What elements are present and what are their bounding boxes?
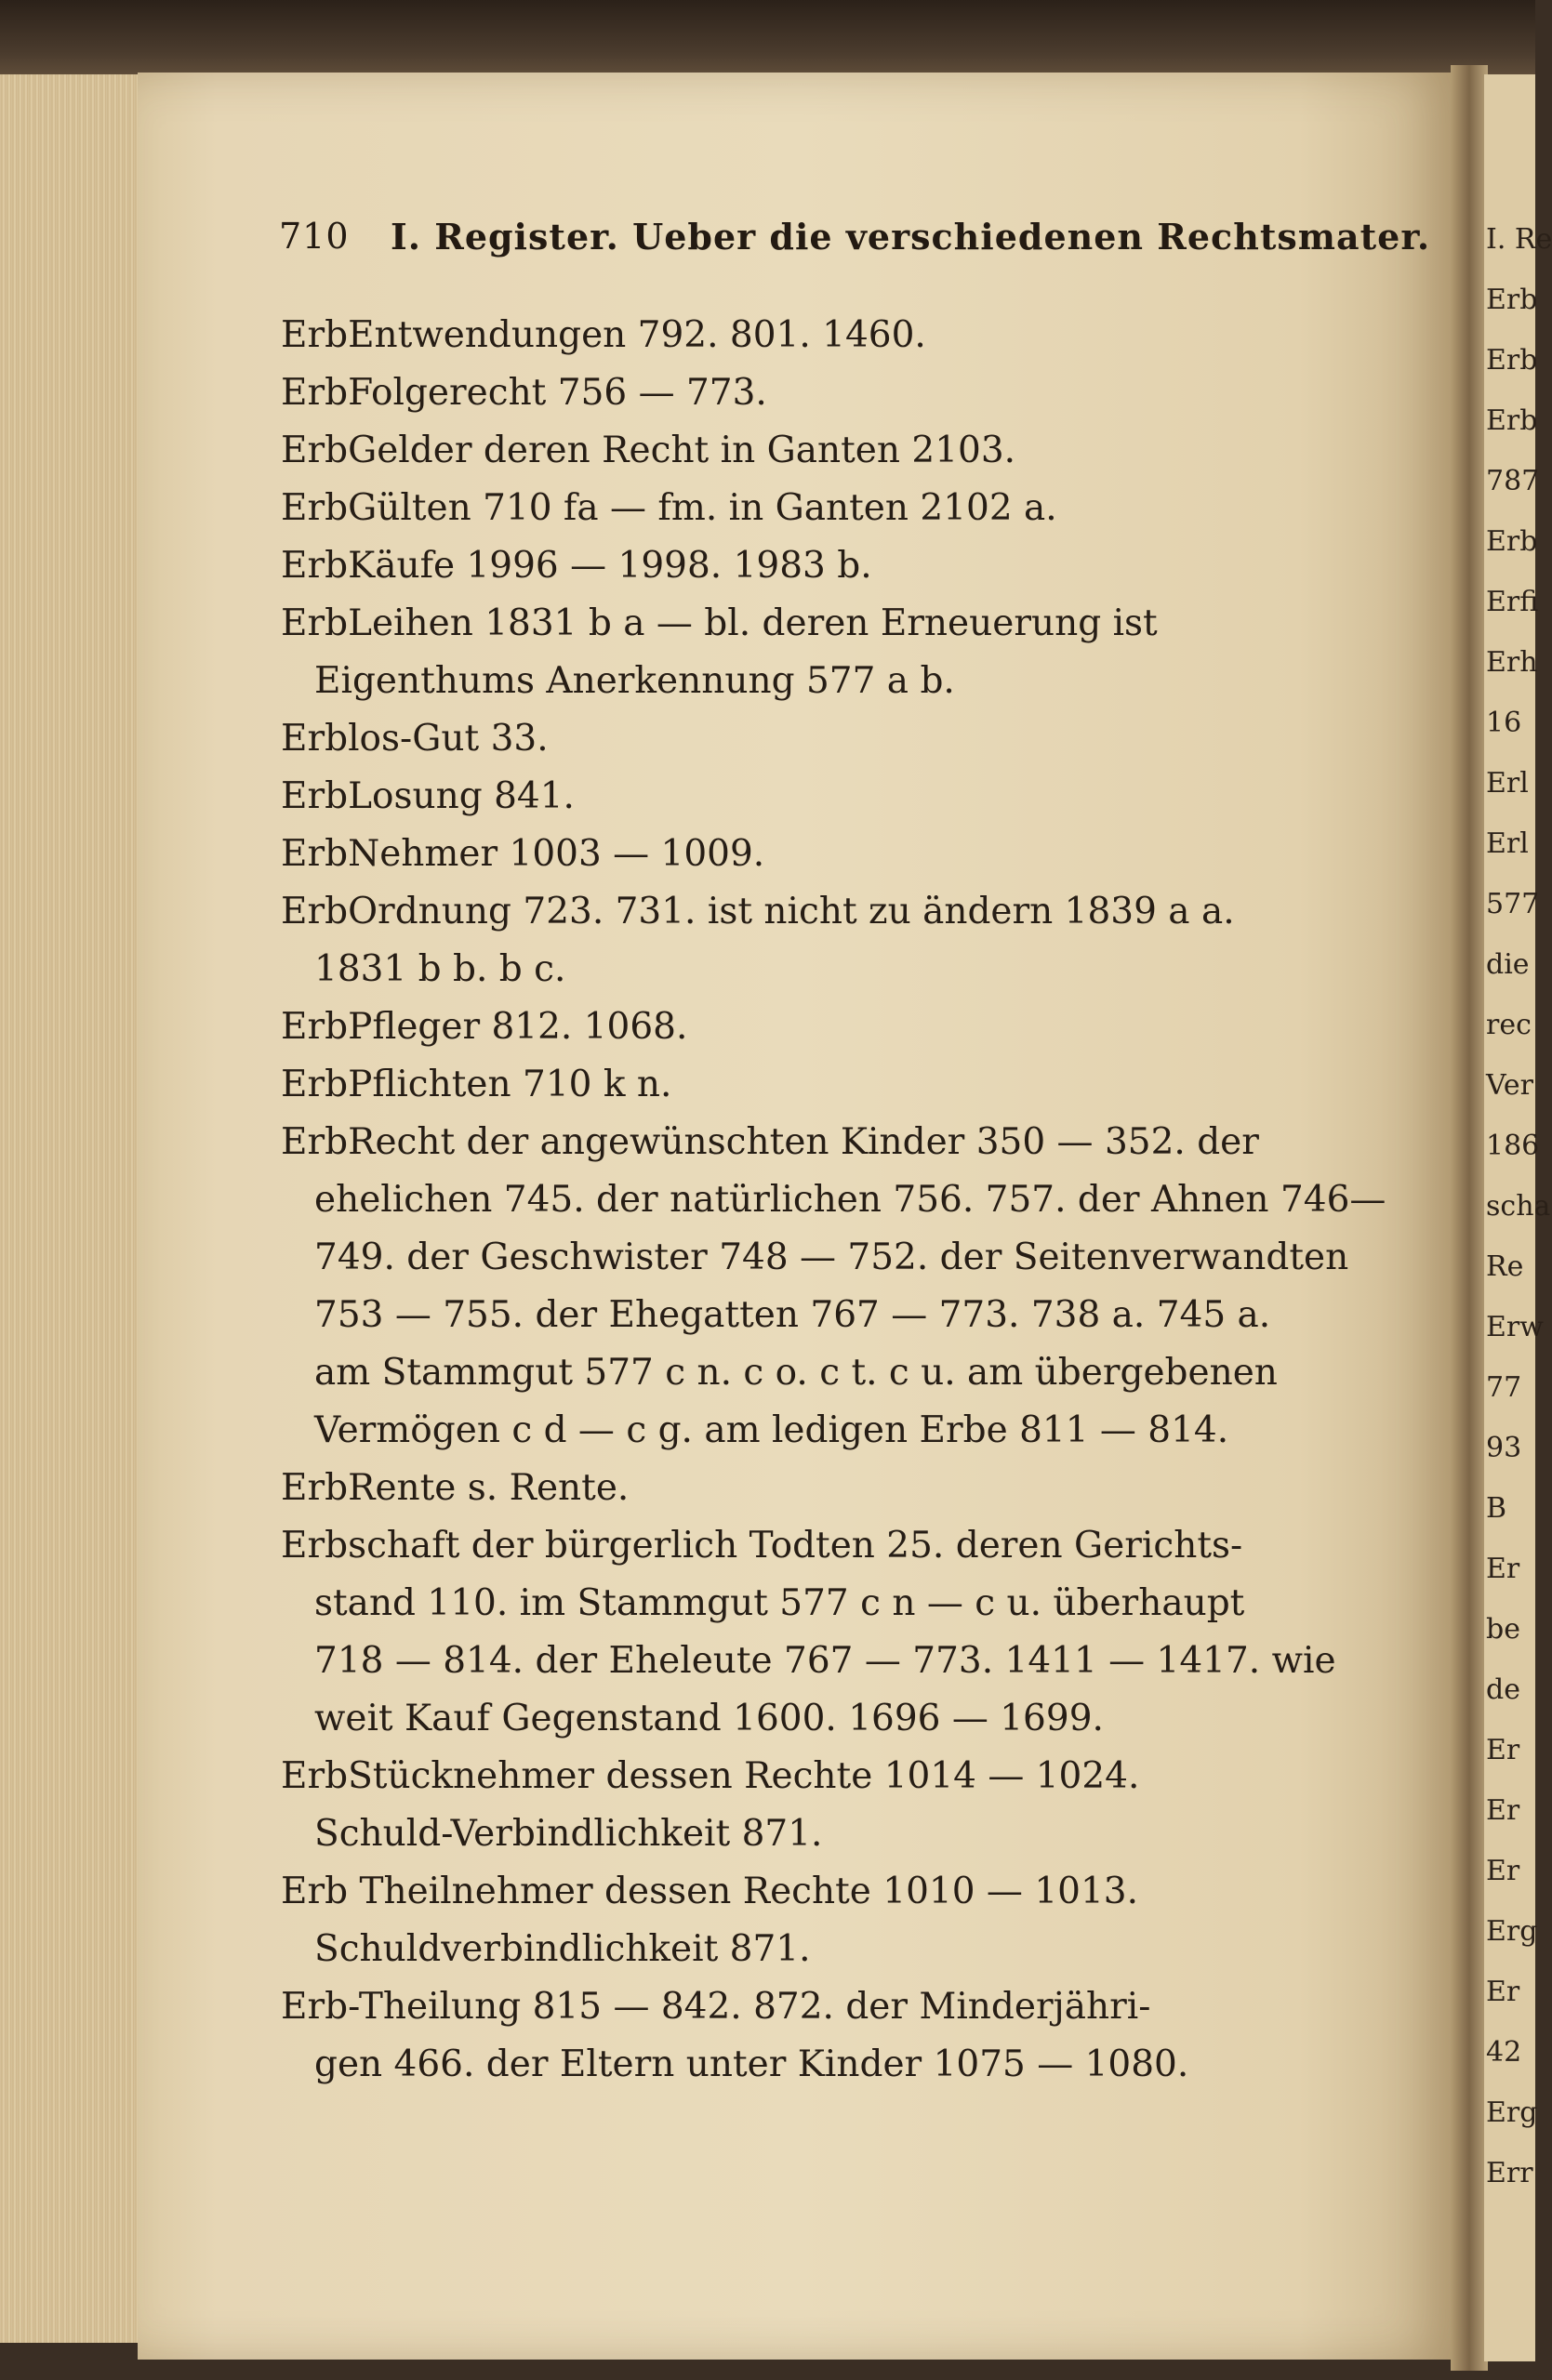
register-entry: [281, 422, 1369, 480]
entry-line: ErbLeihen 1831 b a — bl. deren Erneuerung ist: [281, 602, 1158, 644]
next-page-text-fragment: B: [1486, 1492, 1507, 1525]
next-page-text-fragment: 186: [1486, 1130, 1540, 1162]
entry-line: ErbOrdnung 723. 731. ist nicht zu ändern 1839 a a.: [281, 891, 1235, 932]
next-page-text-fragment: 16: [1486, 707, 1522, 739]
entry-line: ErbFolgerecht 756 — 773.: [281, 372, 767, 414]
entry-line: Schuld-Verbindlichkeit 871.: [314, 1813, 823, 1855]
entry-line: Eigenthums Anerkennung 577 a b.: [314, 660, 955, 702]
next-page-text-fragment: Erl: [1486, 767, 1529, 800]
next-page-text-fragment: Erfi: [1486, 586, 1539, 618]
entry-line: ErbKäufe 1996 — 1998. 1983 b.: [281, 545, 872, 587]
entry-line: ErbEntwendungen 792. 801. 1460.: [281, 314, 926, 356]
entry-line: ErbPflichten 710 k n.: [281, 1064, 672, 1105]
register-entry: [281, 710, 1369, 768]
register-entry: [281, 1748, 1369, 1863]
next-page-text-fragment: Er: [1486, 1855, 1520, 1887]
register-entry: [281, 307, 1369, 364]
next-page-text-fragment: 93: [1486, 1432, 1522, 1464]
register-entries: [281, 307, 1386, 2094]
register-entry: [281, 1114, 1386, 1460]
next-page-text-fragment: rec: [1486, 1009, 1532, 1041]
next-page-text-fragment: 42: [1486, 2036, 1522, 2069]
register-entry: [281, 1863, 1369, 1978]
entry-line: ErbStücknehmer dessen Rechte 1014 — 1024.: [281, 1755, 1140, 1797]
next-page-text-fragment: 787: [1486, 465, 1540, 497]
next-page-text-fragment: Er: [1486, 1794, 1520, 1827]
register-entry: [281, 826, 1369, 883]
page-title: I. Register. Ueber die verschiedenen Rechtsmater.: [391, 216, 1431, 258]
entry-line: 749. der Geschwister 748 — 752. der Seitenverwandten: [314, 1236, 1349, 1278]
next-page-text-fragment: die: [1486, 948, 1530, 981]
running-head: [279, 216, 1431, 271]
next-page-text-fragment: Erl: [1486, 827, 1529, 860]
register-entry: [281, 998, 1369, 1056]
next-page-text-fragment: Erw: [1486, 1311, 1544, 1343]
entry-line: gen 466. der Eltern unter Kinder 1075 — 1080.: [314, 2043, 1189, 2085]
register-entry: [281, 1517, 1369, 1748]
next-page-text-fragment: Erh: [1486, 646, 1538, 679]
register-entry: [281, 480, 1369, 537]
next-page-text-fragment: be: [1486, 1613, 1520, 1646]
next-page-text-fragment: Erg: [1486, 2096, 1538, 2129]
entry-line: 1831 b b. b c.: [314, 948, 566, 990]
entry-line: am Stammgut 577 c n. c o. c t. c u. am übergebenen: [314, 1352, 1278, 1394]
entry-line: ErbLosung 841.: [281, 775, 575, 817]
next-page-text-fragment: 77: [1486, 1371, 1522, 1404]
right-page-fragment: [1484, 74, 1552, 2361]
next-page-text-fragment: Erb: [1486, 344, 1538, 377]
entry-line: Vermögen c d — c g. am ledigen Erbe 811 — 814.: [314, 1409, 1229, 1451]
next-page-text-fragment: Erb: [1486, 525, 1538, 558]
entry-line: ErbRente s. Rente.: [281, 1467, 630, 1509]
entry-line: ErbNehmer 1003 — 1009.: [281, 833, 765, 875]
next-page-text-fragment: Erg: [1486, 1915, 1538, 1948]
next-page-text-fragment: 577: [1486, 888, 1540, 920]
entry-line: 753 — 755. der Ehegatten 767 — 773. 738 a. 745 a.: [314, 1294, 1271, 1336]
next-page-text-fragment: Er: [1486, 1734, 1520, 1766]
register-entry: [281, 883, 1369, 998]
entry-line: stand 110. im Stammgut 577 c n — c u. überhaupt: [314, 1582, 1245, 1624]
entry-line: ehelichen 745. der natürlichen 756. 757. der Ahnen 746—: [314, 1179, 1386, 1221]
register-entry: [281, 1460, 1369, 1517]
entry-line: weit Kauf Gegenstand 1600. 1696 — 1699.: [314, 1698, 1104, 1739]
register-entry: [281, 595, 1369, 710]
register-entry: [281, 1056, 1369, 1114]
next-page-text-fragment: I. Re: [1486, 223, 1552, 256]
register-entry: [281, 364, 1369, 422]
next-page-text-fragment: Erb: [1486, 284, 1538, 316]
next-page-text-fragment: Er: [1486, 1553, 1520, 1585]
entry-line: Erb-Theilung 815 — 842. 872. der Minderjähri-: [281, 1986, 1151, 2028]
next-page-text-fragment: Err: [1486, 2157, 1533, 2189]
entry-line: Erbschaft der bürgerlich Todten 25. deren Gerichts-: [281, 1525, 1243, 1567]
entry-line: ErbPfleger 812. 1068.: [281, 1006, 688, 1048]
book-gutter: [1451, 65, 1488, 2371]
page-block-edge: [0, 74, 142, 2343]
register-entry: [281, 1978, 1369, 2094]
next-page-text-fragment: Ver: [1486, 1069, 1534, 1102]
entry-line: ErbGülten 710 fa — fm. in Ganten 2102 a.: [281, 487, 1057, 529]
entry-line: ErbGelder deren Recht in Ganten 2103.: [281, 430, 1016, 471]
page-number: 710: [279, 216, 350, 257]
register-entry: [281, 768, 1369, 826]
register-entry: [281, 537, 1369, 595]
next-page-text-fragment: Erb: [1486, 404, 1538, 437]
entry-line: Erblos-Gut 33.: [281, 718, 549, 760]
entry-line: ErbRecht der angewünschten Kinder 350 — 352. der: [281, 1121, 1259, 1163]
entry-line: 718 — 814. der Eheleute 767 — 773. 1411 — 1417. wie: [314, 1640, 1336, 1682]
next-page-text-fragment: scha: [1486, 1190, 1551, 1223]
next-page-text-fragment: Re: [1486, 1250, 1524, 1283]
next-page-text-fragment: Er: [1486, 1976, 1520, 2008]
entry-line: Erb Theilnehmer dessen Rechte 1010 — 1013.: [281, 1871, 1138, 1912]
entry-line: Schuldverbindlichkeit 871.: [314, 1928, 811, 1970]
next-page-text-fragment: de: [1486, 1673, 1520, 1706]
